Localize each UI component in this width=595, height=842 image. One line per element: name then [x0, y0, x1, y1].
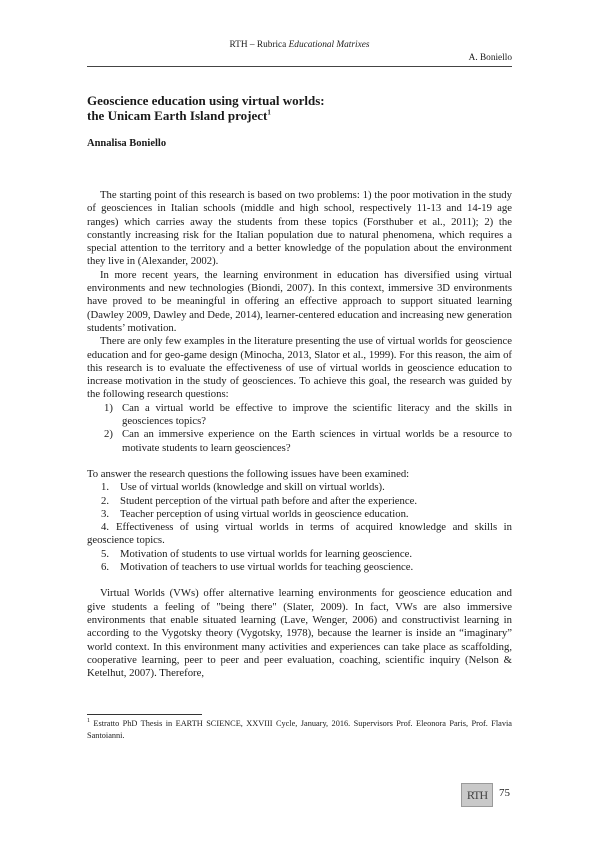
title-line-2 — [87, 108, 512, 123]
header-author: A. Boniello — [468, 53, 512, 63]
issue-text: Teacher perception of using virtual worlds in geoscience education. — [120, 507, 409, 520]
journal-name — [87, 40, 512, 50]
page-number: 75 — [499, 787, 510, 799]
paragraph-2: In more recent years, the learning environment in education has diversified using virtual environments and new technologies (Biondi, 2007). In this context, immersive 3D environments have proved to be meaningful in offering an effective approach to support situated learning (Dawley 2009, Dawley and Dede, 2014), learner-centered education and increasing new generation students’ motivation. — [87, 268, 512, 334]
research-questions — [87, 402, 512, 455]
issue-item — [87, 521, 512, 548]
issue-number: 2. — [101, 494, 110, 507]
issues-list — [87, 481, 512, 574]
issue-item — [87, 561, 512, 574]
question-text: Can a virtual world be effective to improve the scientific literacy and the skills in geosciences topics? — [122, 401, 512, 428]
paragraph-5: Virtual Worlds (VWs) offer alternative learning environments for geoscience education and give students a feeling of "being there" (Slater, 2009). In fact, VWs are also immersive environments that enable situated learning (Lave, Wenger, 2006) and constructivist learning in according to the Vygotsky theory (Vygotsky, 1978), because the learner is inside an “imaginary” world context. In this environment many activities and experiences can take place as scaffolding, cooperative learning, peer to peer and peer evaluation, coaching, scientific inquiry (Nelson & Ketelhut, 2007). Therefore, — [87, 587, 512, 680]
issue-number: 6. — [101, 561, 110, 574]
running-header — [87, 40, 512, 70]
title-line-1: Geoscience education using virtual worlds: — [87, 93, 325, 108]
footnote-mark: 1 — [87, 718, 90, 725]
journal-italic: Educational Matrixes — [288, 40, 370, 50]
research-question-item — [87, 402, 512, 429]
footnote — [87, 718, 512, 741]
issue-item — [87, 481, 512, 494]
paragraph-1: The starting point of this research is based on two problems: 1) the poor motivation in the study of geosciences in Italian schools (middle and high school, respectively 11-13 and 14-19 age ranges) which carries away the students from these topics (Forsthuber et al., 2011); 2) the constantly increasing risk for the Italian population due to natural phenomena, which requires a special attention to the territory and a better knowledge of the population about the environment they live in (Alexander, 2002). — [87, 189, 512, 268]
footnote-text: Estratto PhD Thesis in EARTH SCIENCE, XXVIII Cycle, January, 2016. Supervisors Prof. Eleonora Paris, Prof. Flavia Santoianni. — [87, 719, 512, 740]
issue-text: Motivation of teachers to use virtual worlds for teaching geoscience. — [120, 561, 414, 574]
question-number: 2) — [104, 428, 113, 441]
paragraph-3: There are only few examples in the literature presenting the use of virtual worlds for geoscience education and for geo-game design (Minocha, 2013, Slator et al., 1999). For this reason, the aim of this research is to evaluate the effectiveness of use of virtual worlds in geoscience education to increase motivation in the study of geosciences. To achieve this goal, the research was guided by the following research questions: — [87, 335, 512, 401]
research-question-item — [87, 428, 512, 455]
article-title — [87, 93, 512, 123]
issue-text: Motivation of students to use virtual worlds for learning geoscience. — [120, 547, 413, 560]
author-name: Annalisa Boniello — [87, 138, 167, 149]
title-footnote-mark: 1 — [267, 108, 271, 117]
article-body — [87, 189, 512, 680]
spacer — [87, 455, 512, 468]
issue-item — [87, 495, 512, 508]
issue-number: 4. — [101, 521, 110, 534]
issue-item — [87, 508, 512, 521]
journal-prefix: RTH – Rubrica — [229, 40, 289, 50]
issue-number: 3. — [101, 507, 110, 520]
issue-text: Use of virtual worlds (knowledge and skill on virtual worlds). — [120, 481, 385, 494]
question-text: Can an immersive experience on the Earth sciences in virtual worlds be a resource to motivate students to learn geosciences? — [122, 428, 512, 454]
issue-text: Student perception of the virtual path before and after the experience. — [120, 494, 418, 507]
title-line-2-text: the Unicam Earth Island project — [87, 108, 268, 123]
issue-number: 1. — [101, 481, 110, 494]
header-rule — [87, 66, 512, 67]
footnote-rule — [87, 714, 202, 715]
issue-item — [87, 548, 512, 561]
rth-logo: RTH — [461, 783, 493, 807]
issue-text: Effectiveness of using virtual worlds in terms of acquired knowledge and skills in geoscience topics. — [87, 521, 512, 547]
issue-number: 5. — [101, 547, 110, 560]
paragraph-4: To answer the research questions the following issues have been examined: — [87, 467, 410, 480]
question-number: 1) — [104, 401, 113, 414]
